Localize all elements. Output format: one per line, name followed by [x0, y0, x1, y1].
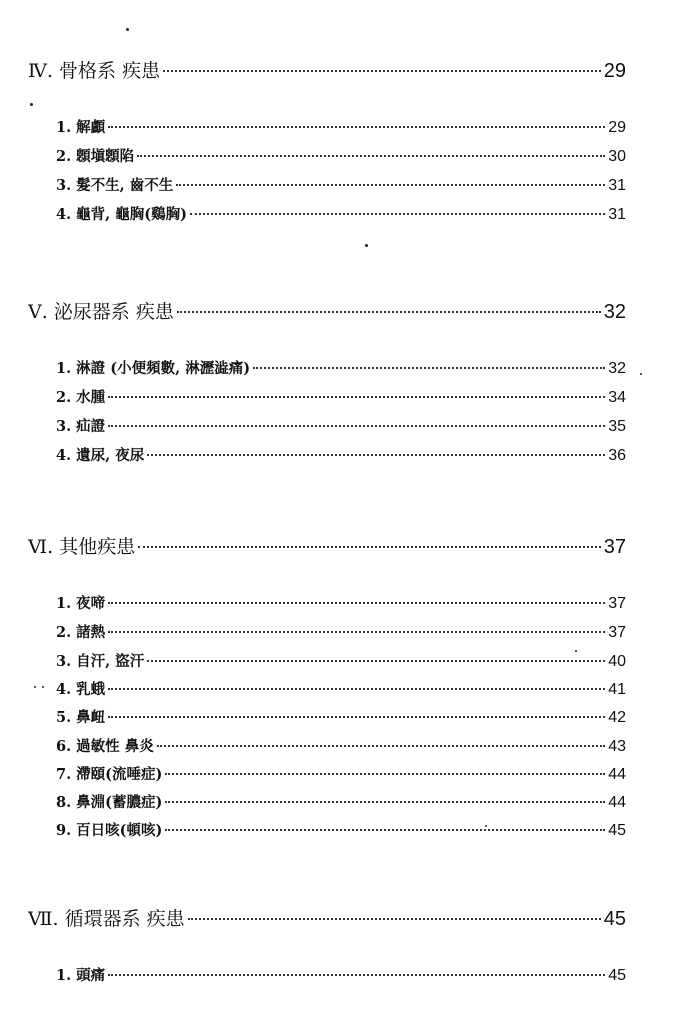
dot-leader	[157, 744, 605, 747]
dot-leader	[108, 601, 605, 604]
entry-label: 7. 滯頤(流唾症)	[56, 766, 163, 783]
dot-leader	[165, 800, 605, 803]
entry-label: 1. 淋證 (小便頻數, 淋瀝澁痛)	[56, 360, 251, 377]
entry-page-number: 44	[608, 794, 626, 811]
entry-label: 1. 解顱	[56, 119, 106, 136]
section-title: Ⅳ. 骨格系 疾患	[28, 60, 161, 82]
toc-section-heading	[28, 532, 626, 559]
toc-entry	[56, 791, 626, 812]
toc-section-heading	[28, 56, 626, 83]
entry-page-number: 35	[608, 418, 626, 435]
dot-leader	[108, 715, 605, 718]
dot-leader	[165, 828, 605, 831]
toc-entry	[56, 735, 626, 756]
scan-speck	[126, 28, 129, 31]
dot-leader	[253, 366, 605, 369]
toc-entry	[56, 763, 626, 784]
toc-entry	[56, 621, 626, 642]
section-title: Ⅶ. 循環器系 疾患	[28, 908, 185, 930]
toc-entry	[56, 706, 626, 727]
toc-entry	[56, 592, 626, 613]
scan-speck	[485, 825, 487, 827]
toc-entry	[56, 444, 626, 465]
dot-leader	[138, 545, 601, 548]
dot-leader	[147, 453, 605, 456]
scan-speck	[575, 650, 577, 652]
toc-entry	[56, 174, 626, 195]
scan-speck	[365, 244, 368, 247]
scan-speck	[34, 686, 36, 688]
entry-page-number: 40	[608, 653, 626, 670]
entry-page-number: 44	[608, 766, 626, 783]
section-page-number: 32	[603, 301, 626, 323]
toc-entry	[56, 116, 626, 137]
section-page-number: 37	[603, 536, 626, 558]
toc-entry	[56, 964, 626, 985]
dot-leader	[108, 973, 605, 976]
entry-page-number: 29	[608, 119, 626, 136]
dot-leader	[147, 659, 605, 662]
entry-label: 1. 頭痛	[56, 967, 106, 984]
entry-label: 1. 夜啼	[56, 595, 106, 612]
dot-leader	[108, 424, 605, 427]
dot-leader	[108, 125, 605, 128]
toc-section-heading	[28, 297, 626, 324]
entry-label: 5. 鼻衄	[56, 709, 106, 726]
toc-section-heading	[28, 904, 626, 931]
dot-leader	[137, 154, 605, 157]
entry-label: 2. 顖塡顖陷	[56, 148, 135, 165]
entry-page-number: 31	[608, 206, 626, 223]
toc-entry	[56, 386, 626, 407]
entry-label: 3. 髮不生, 齒不生	[56, 177, 174, 194]
dot-leader	[177, 310, 601, 313]
toc-entry	[56, 415, 626, 436]
entry-label: 6. 過敏性 鼻炎	[56, 738, 154, 755]
toc-entry	[56, 678, 626, 699]
entry-page-number: 42	[608, 709, 626, 726]
dot-leader	[176, 183, 605, 186]
entry-label: 2. 水腫	[56, 389, 106, 406]
toc-entry	[56, 203, 626, 224]
entry-page-number: 34	[608, 389, 626, 406]
toc-entry	[56, 819, 626, 840]
section-page-number: 29	[603, 60, 626, 82]
section-title: Ⅵ. 其他疾患	[28, 536, 136, 558]
scan-speck	[30, 103, 33, 106]
toc-entry	[56, 650, 626, 671]
entry-label: 4. 遺尿, 夜尿	[56, 447, 145, 464]
dot-leader	[190, 212, 605, 215]
entry-label: 2. 諸熱	[56, 624, 106, 641]
dot-leader	[188, 917, 601, 920]
entry-label: 8. 鼻淵(蓄膿症)	[56, 794, 163, 811]
entry-page-number: 37	[608, 595, 626, 612]
dot-leader	[108, 395, 605, 398]
entry-page-number: 36	[608, 447, 626, 464]
entry-page-number: 43	[608, 738, 626, 755]
dot-leader	[108, 687, 605, 690]
entry-page-number: 37	[608, 624, 626, 641]
entry-page-number: 32	[608, 360, 626, 377]
scan-speck	[640, 373, 642, 375]
dot-leader	[108, 630, 605, 633]
dot-leader	[163, 69, 601, 72]
entry-page-number: 45	[608, 822, 626, 839]
scan-speck	[42, 686, 44, 688]
dot-leader	[165, 772, 605, 775]
entry-page-number: 31	[608, 177, 626, 194]
toc-entry	[56, 145, 626, 166]
entry-label: 9. 百日咳(頓咳)	[56, 822, 163, 839]
entry-page-number: 41	[608, 681, 626, 698]
section-page-number: 45	[603, 908, 626, 930]
entry-page-number: 45	[608, 967, 626, 984]
entry-label: 3. 疝證	[56, 418, 106, 435]
entry-label: 4. 乳蛾	[56, 681, 106, 698]
toc-entry	[56, 357, 626, 378]
section-title: Ⅴ. 泌尿器系 疾患	[28, 301, 174, 323]
entry-page-number: 30	[608, 148, 626, 165]
entry-label: 3. 自汗, 盜汗	[56, 653, 145, 670]
entry-label: 4. 龜背, 龜胸(鷄胸)	[56, 206, 188, 223]
